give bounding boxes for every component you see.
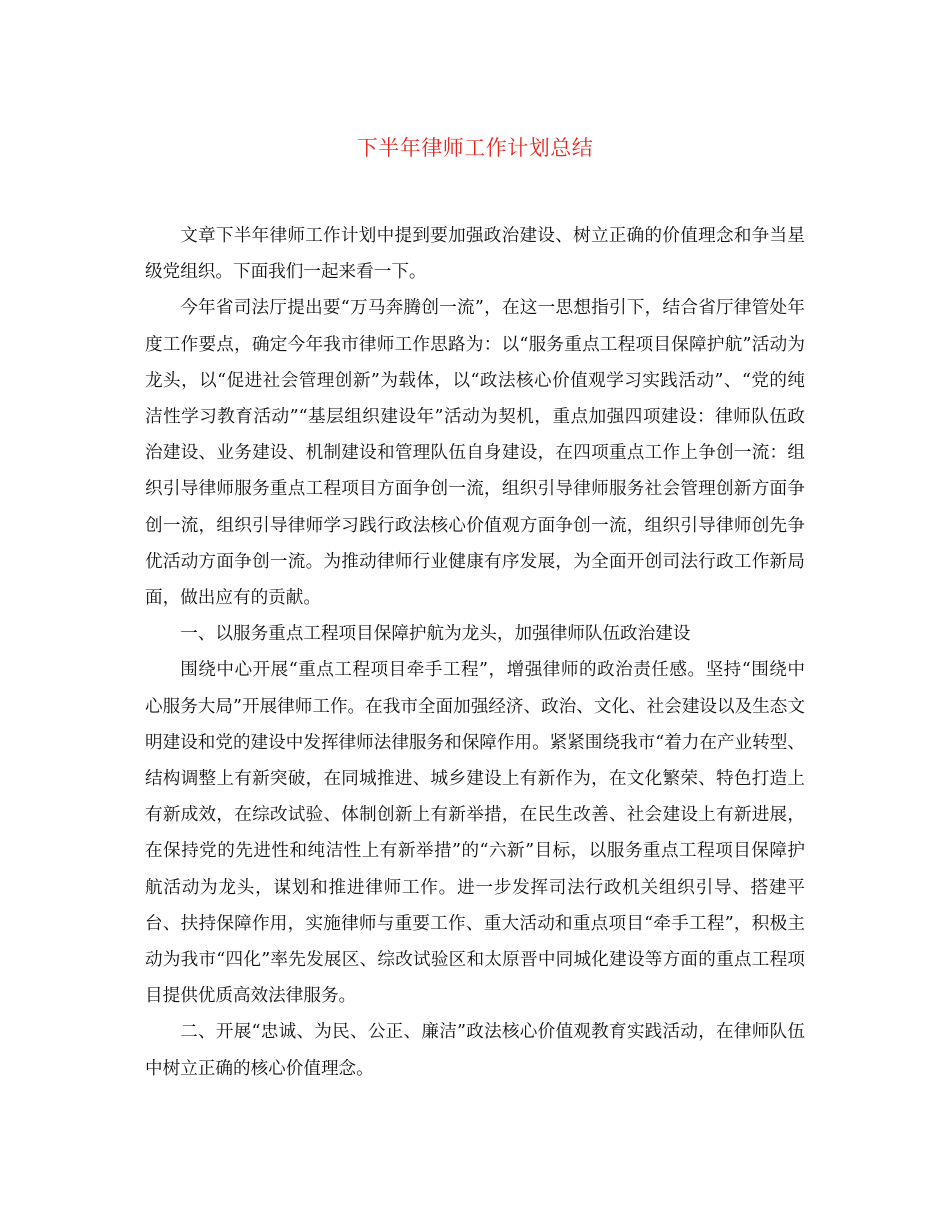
section-heading-two: 二、开展“忠诚、为民、公正、廉洁”政法核心价值观教育实践活动，在律师队伍中树立正确的核心价值理念。 — [145, 1022, 805, 1079]
paragraph-intro: 文章下半年律师工作计划中提到要加强政治建设、树立正确的价值理念和争当星级党组织。下面我们一起来看一下。 — [145, 226, 805, 283]
document-body — [145, 218, 805, 1087]
section-heading-one: 一、以服务重点工程项目保障护航为龙头，加强律师队伍政治建设 — [180, 624, 691, 645]
document-title: 下半年律师工作计划总结 — [356, 136, 594, 160]
paragraph-section-one: 围绕中心开展“重点工程项目牵手工程”，增强律师的政治责任感。坚持“围绕中心服务大局”开展律师工作。在我市全面加强经济、政治、文化、社会建设以及生态文明建设和党的建设中发挥律师法律服务和保障作用。紧紧围绕我市“着力在产业转型、结构调整上有新突破，在同城推进、城乡建设上有新作为，在文化繁荣、特色打造上有新成效，在综改试验、体制创新上有新举措，在民生改善、社会建设上有新进展，在保持党的先进性和纯洁性上有新举措”的“六新”目标，以服务重点工程项目保障护航活动为龙头，谋划和推进律师工作。进一步发挥司法行政机关组织引导、搭建平台、扶持保障作用，实施律师与重要工作、重大活动和重点项目“牵手工程”，积极主动为我市“四化”率先发展区、综改试验区和太原晋中同城化建设等方面的重点工程项目提供优质高效法律服务。 — [145, 660, 805, 1007]
paragraph-work-approach: 今年省司法厅提出要“万马奔腾创一流”，在这一思想指引下，结合省厅律管处年度工作要点，确定今年我市律师工作思路为：以“服务重点工程项目保障护航”活动为龙头，以“促进社会管理创新”为载体，以“政法核心价值观学习实践活动”、“党的纯洁性学习教育活动”“基层组织建设年”活动为契机，重点加强四项建设：律师队伍政治建设、业务建设、机制建设和管理队伍自身建设，在四项重点工作上争创一流：组织引导律师服务重点工程项目方面争创一流，组织引导律师服务社会管理创新方面争创一流，组织引导律师学习践行政法核心价值观方面争创一流，组织引导律师创先争优活动方面争创一流。为推动律师行业健康有序发展，为全面开创司法行政工作新局面，做出应有的贡献。 — [145, 298, 805, 609]
